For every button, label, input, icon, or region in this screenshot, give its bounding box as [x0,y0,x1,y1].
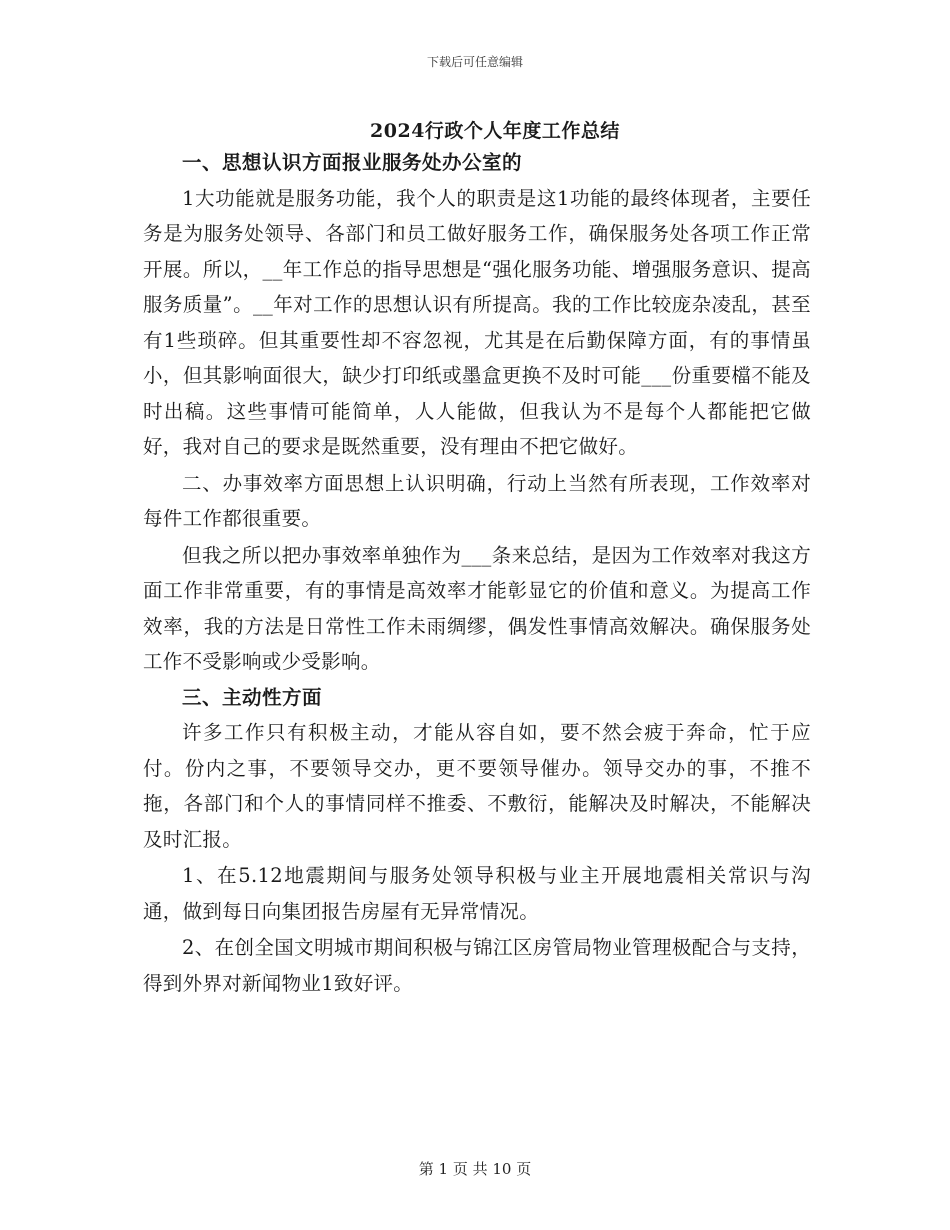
document-body [143,145,811,1001]
list-item-earthquake: 1、在5.12地震期间与服务处领导积极与业主开展地震相关常识与沟通，做到每日向集团报告房屋有无异常情况。 [143,864,811,923]
paragraph-initiative: 许多工作只有积极主动，才能从容自如，要不然会疲于奔命，忙于应付。份内之事，不要领导交办，更不要领导催办。领导交办的事，不推不拖，各部门和个人的事情同样不推委、不敷衍，能解决及时解决，不能解决及时汇报。 [143,721,811,851]
paragraph-efficiency: 二、办事效率方面思想上认识明确，行动上当然有所表现，工作效率对每件工作都很重要。 [143,471,811,530]
list-item-civilized-city: 2、在创全国文明城市期间积极与锦江区房管局物业管理极配合与支持，得到外界对新闻物业1致好评。 [143,936,811,995]
section-heading-thinking: 一、思想认识方面报业服务处办公室的 [182,151,523,174]
page-number: 第 1 页 共 10 页 [418,1160,532,1178]
section-heading-initiative: 三、主动性方面 [182,685,323,709]
header-note: 下载后可任意编辑 [426,55,523,69]
paragraph-efficiency-detail: 但我之所以把办事效率单独作为___条来总结，是因为工作效率对我这方面工作非常重要，有的事情是高效率才能彰显它的价值和意义。为提高工作效率，我的方法是日常性工作未雨绸缪，偶发性事情高效解决。确保服务处工作不受影响或少受影响。 [143,543,811,673]
document-title: 2024行政个人年度工作总结 [370,120,620,142]
paragraph-service-function: 1大功能就是服务功能，我个人的职责是这1功能的最终体现者，主要任务是为服务处领导、各部门和员工做好服务工作，确保服务处各项工作正常开展。所以，__年工作总的指导思想是“强化服务功能、增强服务意识、提高服务质量”。__年对工作的思想认识有所提高。我的工作比较庞杂凌乱，甚至有1些琐碎。但其重要性却不容忽视，尤其是在后勤保障方面，有的事情虽小，但其影响面很大，缺少打印纸或墨盒更换不及时可能___份重要檔不能及时出稿。这些事情可能简单，人人能做，但我认为不是每个人都能把它做好，我对自己的要求是既然重要，没有理由不把它做好。 [143,186,811,458]
